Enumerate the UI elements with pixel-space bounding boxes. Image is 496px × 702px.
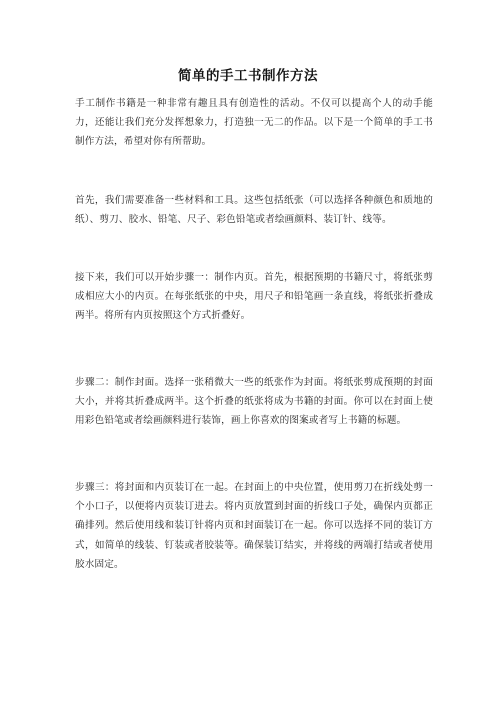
paragraph-step-one: 接下来，我们可以开始步骤一：制作内页。首先，根据预期的书籍尺寸，将纸张剪成相应大小的内页。在每张纸张的中央，用尺子和铅笔画一条直线，将纸张折叠成两半。将所有内页按照这个方式折叠好。 <box>75 272 433 322</box>
paragraph-materials: 首先，我们需要准备一些材料和工具。这些包括纸张（可以选择各种颜色和质地的纸）、剪刀、胶水、铅笔、尺子、彩色铅笔或者绘画颜料、装订针、线等。 <box>75 195 433 226</box>
paragraph-step-three: 步骤三：将封面和内页装订在一起。在封面上的中央位置，使用剪刀在折线处剪一个小口子，以便将内页装订进去。将内页放置到封面的折线口子处，确保内页都正确排列。然后使用线和装订针将内页和封面装订在一起。你可以选择不同的装订方式，如简单的线装、钉装或者胶装等。确保装订结实，并将线的两端打结或者使用胶水固定。 <box>75 482 433 570</box>
paragraph-intro: 手工制作书籍是一种非常有趣且具有创造性的活动。不仅可以提高个人的动手能力，还能让我们充分发挥想象力，打造独一无二的作品。以下是一个简单的手工书制作方法，希望对你有所帮助。 <box>75 98 433 148</box>
document-title: 简单的手工书制作方法 <box>178 68 318 84</box>
paragraph-step-two: 步骤二：制作封面。选择一张稍微大一些的纸张作为封面。将纸张剪成预期的封面大小，并将其折叠成两半。这个折叠的纸张将成为书籍的封面。你可以在封面上使用彩色铅笔或者绘画颜料进行装饰，画上你喜欢的图案或者写上书籍的标题。 <box>75 377 433 427</box>
